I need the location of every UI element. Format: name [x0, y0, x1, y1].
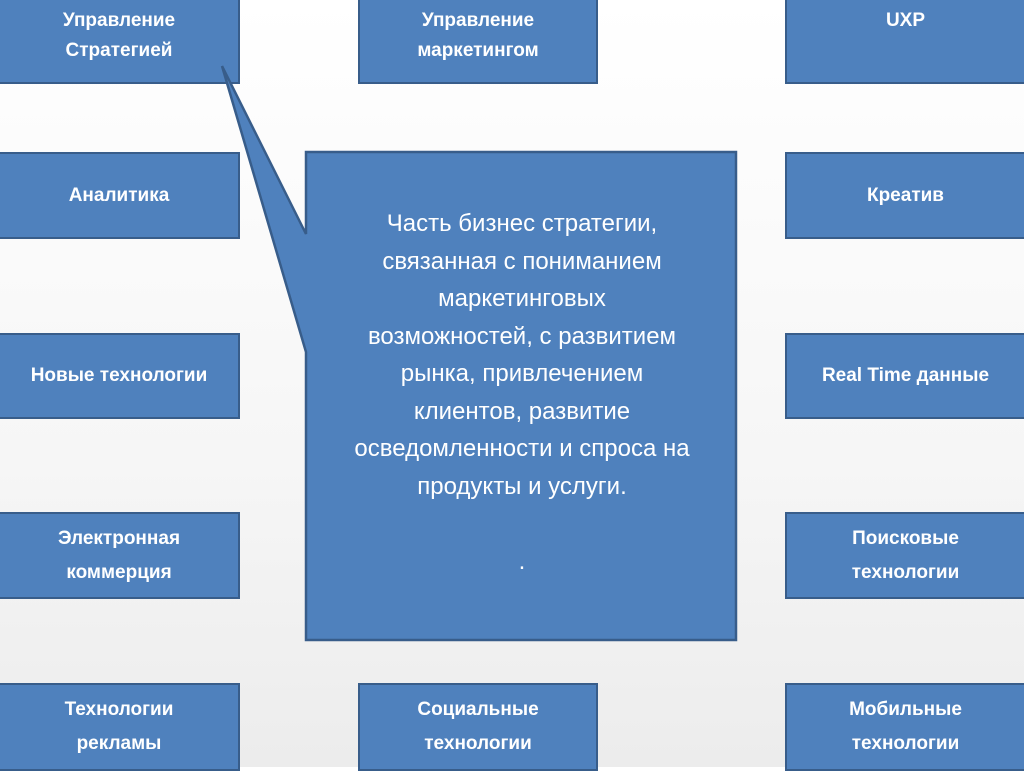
callout-line: маркетинговых — [438, 285, 606, 312]
box-line: Управление — [421, 10, 535, 31]
box-line: Real Time данные — [821, 365, 990, 386]
box-line: Новые технологии — [30, 365, 208, 386]
box-line: рекламы — [76, 733, 162, 754]
box-line: маркетингом — [417, 40, 539, 61]
box-line: Мобильные — [849, 699, 962, 720]
callout-line: возможностей, с развитием — [367, 322, 677, 350]
callout-line: продукты и услуги. — [417, 472, 627, 500]
box-line: Технологии — [64, 699, 174, 720]
box-line: Креатив — [866, 184, 944, 206]
box-line: технологии — [851, 561, 960, 583]
box-line: Аналитика — [68, 184, 170, 206]
box-line: Социальные — [417, 699, 539, 720]
box-line: Стратегией — [65, 40, 173, 61]
callout-line: осведомленности и спроса на — [354, 435, 690, 462]
box-line: коммерция — [66, 561, 172, 583]
callout-dot: . — [518, 548, 526, 575]
box-line: Управление — [62, 10, 176, 31]
box-line: UXP — [885, 10, 926, 31]
box-line: технологии — [424, 733, 532, 754]
callout-line: Часть бизнес стратегии, — [386, 210, 658, 237]
callout-text — [310, 205, 734, 505]
callout-line: связанная с пониманием — [382, 247, 662, 275]
callout-line: клиентов, развитие — [413, 397, 631, 425]
box-line: Электронная — [57, 527, 181, 549]
box-line: технологии — [851, 733, 960, 754]
callout-line: рынка, привлечением — [400, 360, 644, 387]
box-line: Поисковые — [852, 527, 959, 549]
